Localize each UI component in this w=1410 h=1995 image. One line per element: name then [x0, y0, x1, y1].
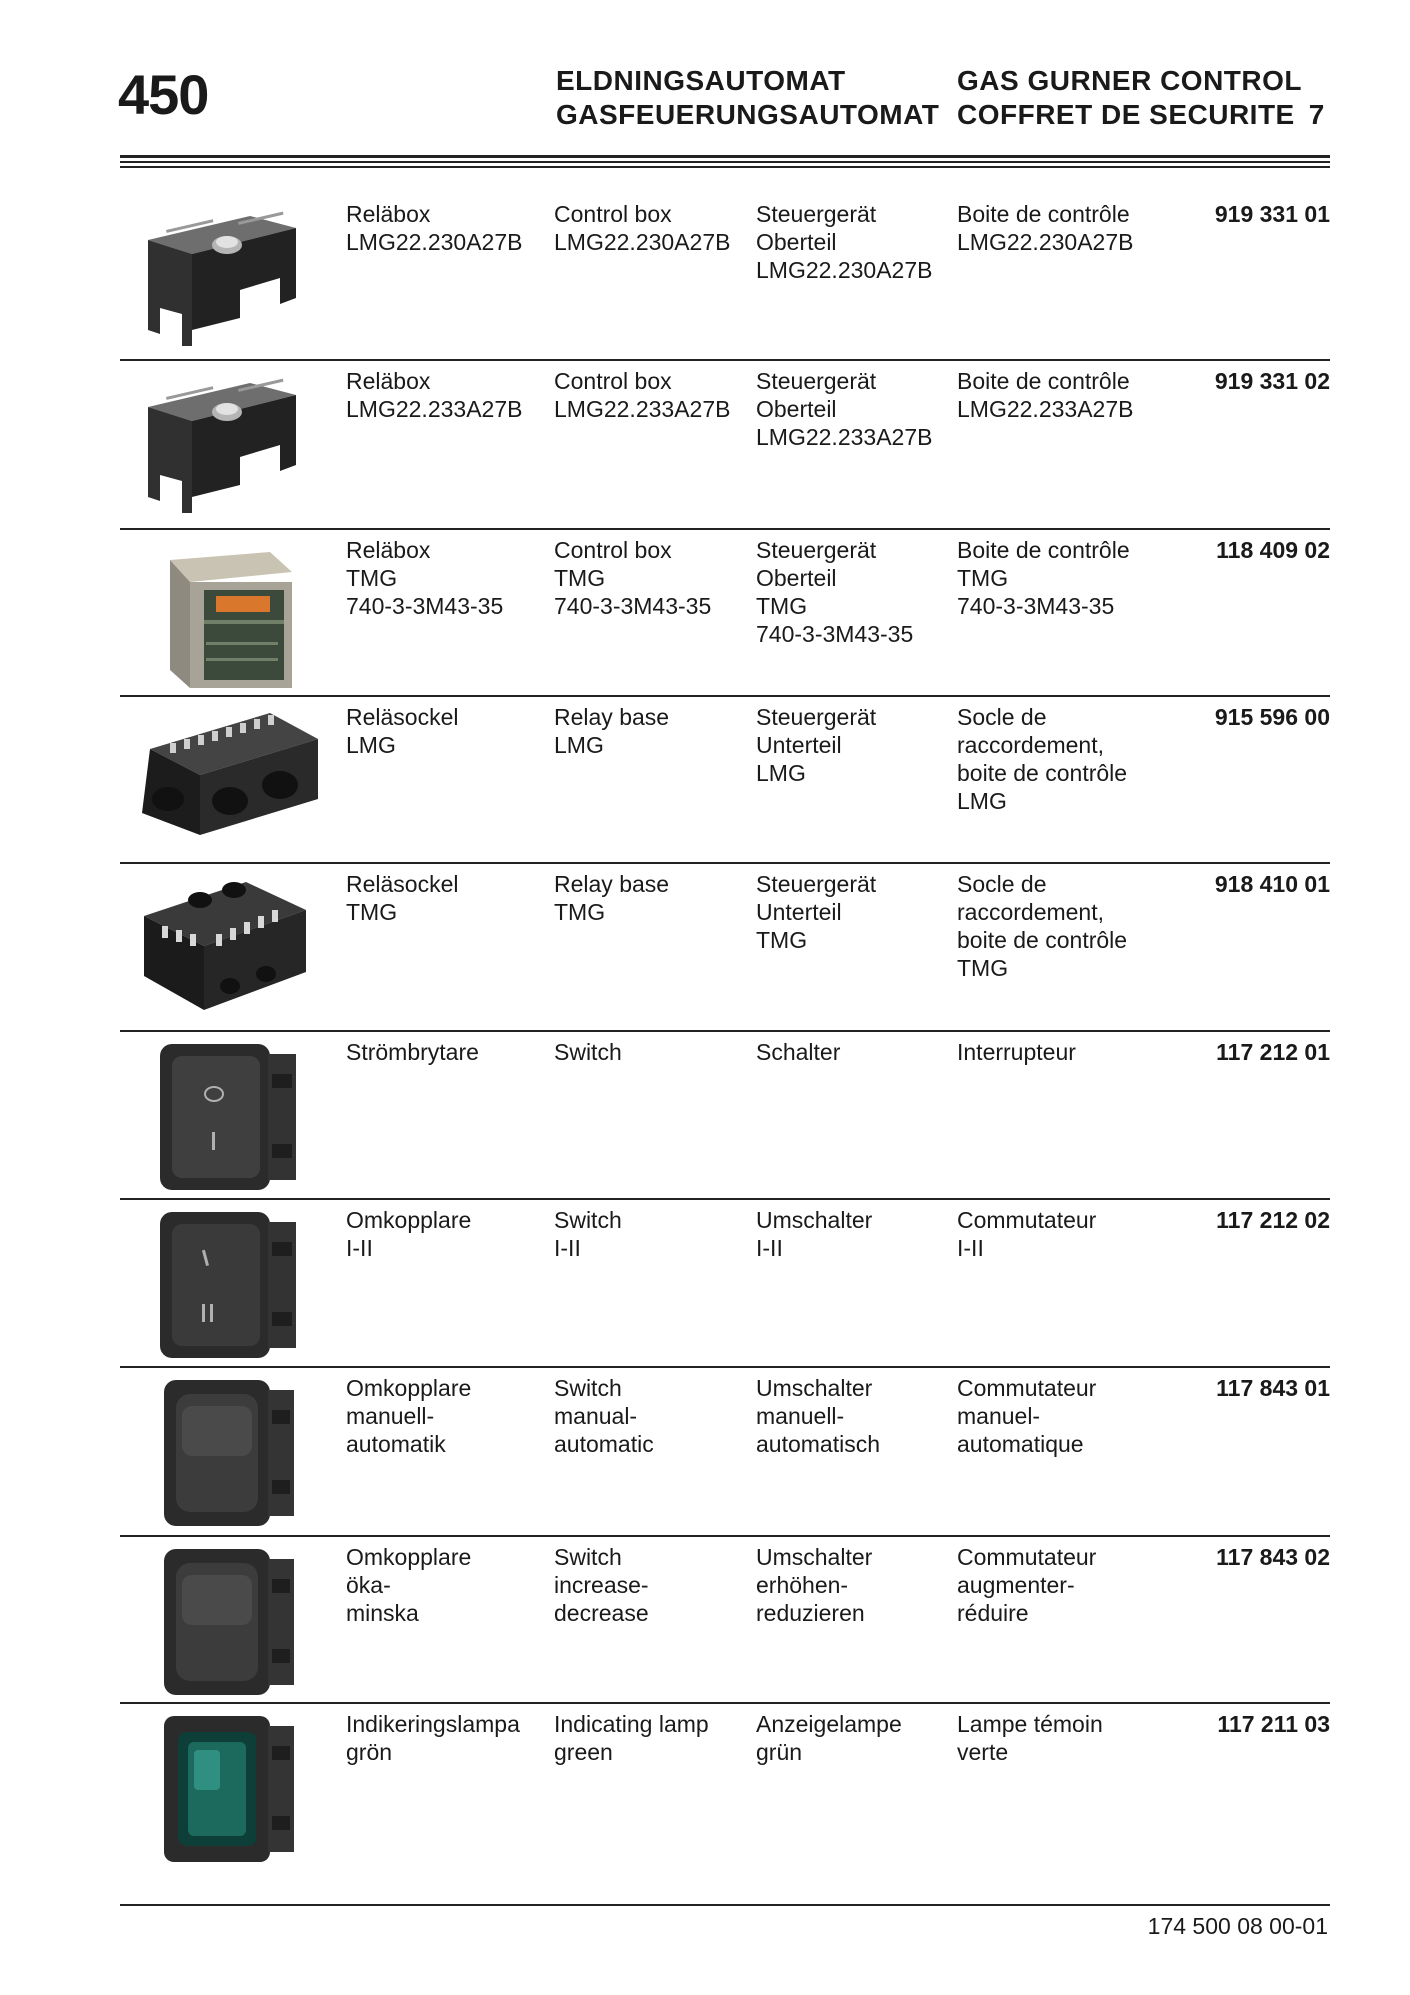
text-fr-line: Commutateur [957, 1375, 1097, 1401]
part-number: 918 410 01 [1214, 871, 1330, 897]
text-de [756, 1038, 840, 1066]
text-de-line: Unterteil [756, 732, 842, 758]
header-title-sv-de [556, 64, 939, 132]
text-fr [957, 200, 1133, 256]
header-title-en-fr [957, 64, 1325, 132]
text-en [554, 536, 711, 620]
text-en-line: Relay base [554, 704, 670, 730]
text-en-line: Control box [554, 537, 672, 563]
text-de-line: Unterteil [756, 899, 842, 925]
text-en-line: Control box [554, 368, 672, 394]
text-sv [346, 200, 522, 256]
text-en-line: increase- [554, 1572, 649, 1598]
header-rule [120, 161, 1330, 163]
text-de [756, 870, 876, 954]
text-de-line: Anzeigelampe [756, 1711, 902, 1737]
part-number: 117 211 03 [1217, 1711, 1330, 1737]
text-de-line: Steuergerät [756, 537, 877, 563]
text-sv [346, 1206, 471, 1262]
text-fr-line: boite de contrôle [957, 927, 1128, 953]
part-number: 118 409 02 [1216, 537, 1330, 563]
header-rule [120, 155, 1330, 158]
row-divider [120, 359, 1330, 361]
text-de-line: LMG22.230A27B [756, 257, 933, 283]
text-fr-line: Commutateur [957, 1544, 1097, 1570]
text-en [554, 703, 669, 759]
text-sv [346, 870, 459, 926]
text-de [756, 1710, 902, 1766]
relay-box-tmg-image [130, 542, 320, 688]
header-title-de: GASFEUERUNGSAUTOMAT [556, 99, 940, 130]
text-sv-line: LMG22.233A27B [346, 396, 523, 422]
text-fr-line: Boite de contrôle [957, 537, 1130, 563]
text-fr-line: réduire [957, 1600, 1029, 1626]
text-fr-line: verte [957, 1739, 1009, 1765]
text-sv-line: manuell- [346, 1403, 435, 1429]
text-en-line: TMG [554, 899, 606, 925]
text-en-line: Relay base [554, 871, 670, 897]
text-fr [957, 1374, 1096, 1458]
text-de-line: Oberteil [756, 565, 837, 591]
text-en-line: TMG [554, 565, 606, 591]
text-fr-line: augmenter- [957, 1572, 1075, 1598]
text-fr-line: LMG22.233A27B [957, 396, 1134, 422]
section-number: 7 [1308, 99, 1325, 130]
text-de-line: Umschalter [756, 1544, 873, 1570]
text-en [554, 1038, 622, 1066]
text-de-line: Oberteil [756, 229, 837, 255]
text-sv-line: minska [346, 1600, 419, 1626]
text-de-line: Steuergerät [756, 704, 877, 730]
text-en [554, 200, 730, 256]
text-fr-line: Boite de contrôle [957, 368, 1130, 394]
part-number: 117 212 02 [1216, 1207, 1330, 1233]
text-sv-line: Reläbox [346, 537, 431, 563]
text-en-line: green [554, 1739, 613, 1765]
text-fr-line: automatique [957, 1431, 1084, 1457]
text-sv-line: LMG [346, 732, 396, 758]
text-sv-line: Omkopplare [346, 1544, 472, 1570]
text-sv [346, 1710, 520, 1766]
text-fr [957, 1206, 1096, 1262]
part-number: 117 843 02 [1216, 1544, 1330, 1570]
text-sv-line: grön [346, 1739, 393, 1765]
row-divider [120, 1535, 1330, 1537]
text-fr-line: Socle de [957, 704, 1047, 730]
text-fr [957, 1543, 1096, 1627]
text-en-line: Switch [554, 1039, 622, 1065]
rocker-switch-plain-image [130, 1549, 320, 1695]
text-sv-line: Reläbox [346, 368, 431, 394]
text-sv [346, 536, 503, 620]
text-en-line: Switch [554, 1544, 622, 1570]
part-number: 915 596 00 [1214, 704, 1330, 730]
text-fr [957, 1710, 1103, 1766]
document-code: 174 500 08 00-01 [1147, 1913, 1328, 1939]
text-fr-line: TMG [957, 955, 1009, 981]
text-sv [346, 367, 522, 423]
text-de-line: Oberteil [756, 396, 837, 422]
text-sv-line: TMG [346, 899, 398, 925]
relay-base-tmg-image [130, 876, 320, 1022]
text-fr-line: manuel- [957, 1403, 1041, 1429]
text-de-line: Steuergerät [756, 871, 877, 897]
row-divider [120, 1366, 1330, 1368]
text-de [756, 536, 913, 648]
text-de-line: LMG [756, 760, 806, 786]
text-sv-line: LMG22.230A27B [346, 229, 523, 255]
text-fr-line: TMG [957, 565, 1009, 591]
row-divider [120, 695, 1330, 697]
row-divider [120, 1198, 1330, 1200]
header-title-sv: ELDNINGSAUTOMAT [556, 65, 846, 96]
text-fr [957, 1038, 1076, 1066]
text-de-line: reduzieren [756, 1600, 865, 1626]
text-fr [957, 870, 1127, 982]
text-sv-line: automatik [346, 1431, 446, 1457]
text-sv [346, 1374, 471, 1458]
text-de-line: LMG22.233A27B [756, 424, 933, 450]
relay-box-lmg-image [130, 373, 320, 519]
text-sv-line: Reläbox [346, 201, 431, 227]
header-title-fr-text: COFFRET DE SECURITE [957, 99, 1295, 130]
part-number: 117 843 01 [1216, 1375, 1330, 1401]
text-en-line: Switch [554, 1375, 622, 1401]
text-sv-line: Reläsockel [346, 704, 459, 730]
text-de-line: Schalter [756, 1039, 841, 1065]
text-fr [957, 536, 1130, 620]
text-de [756, 200, 932, 284]
row-divider [120, 1702, 1330, 1704]
footer-rule [120, 1904, 1330, 1906]
rocker-switch-o-i-image [130, 1044, 320, 1190]
text-en-line: automatic [554, 1431, 654, 1457]
text-en-line: manual- [554, 1403, 638, 1429]
relay-base-lmg-image [130, 709, 320, 855]
text-en-line: I-II [554, 1235, 581, 1261]
text-fr-line: Lampe témoin [957, 1711, 1103, 1737]
text-fr [957, 703, 1127, 815]
relay-box-lmg-image [130, 206, 320, 352]
text-sv-line: Strömbrytare [346, 1039, 479, 1065]
text-de [756, 1543, 872, 1627]
text-sv-line: Omkopplare [346, 1207, 472, 1233]
text-fr-line: raccordement, [957, 899, 1105, 925]
text-fr-line: raccordement, [957, 732, 1105, 758]
text-fr-line: LMG [957, 788, 1007, 814]
part-number: 919 331 01 [1214, 201, 1330, 227]
text-de-line: manuell- [756, 1403, 845, 1429]
text-en [554, 870, 669, 926]
text-sv-line: TMG [346, 565, 398, 591]
text-fr-line: 740-3-3M43-35 [957, 593, 1115, 619]
text-de-line: grün [756, 1739, 803, 1765]
rocker-switch-i-ii-image [130, 1212, 320, 1358]
page-number: 450 [118, 63, 209, 126]
text-sv [346, 1543, 471, 1627]
text-de-line: erhöhen- [756, 1572, 849, 1598]
text-en [554, 1710, 709, 1766]
header-rule [120, 166, 1330, 168]
text-de-line: 740-3-3M43-35 [756, 621, 914, 647]
text-fr-line: Socle de [957, 871, 1047, 897]
text-de-line: automatisch [756, 1431, 881, 1457]
text-fr-line: Boite de contrôle [957, 201, 1130, 227]
text-en-line: LMG22.233A27B [554, 396, 731, 422]
text-en-line: LMG [554, 732, 604, 758]
indicator-lamp-green-image [130, 1716, 320, 1862]
row-divider [120, 862, 1330, 864]
text-sv-line: Indikeringslampa [346, 1711, 520, 1737]
text-fr-line: LMG22.230A27B [957, 229, 1134, 255]
text-sv-line: Reläsockel [346, 871, 459, 897]
rocker-switch-plain-image [130, 1380, 320, 1526]
header-title-en: GAS GURNER CONTROL [957, 65, 1302, 96]
text-de [756, 703, 876, 787]
text-en-line: 740-3-3M43-35 [554, 593, 712, 619]
header-title-fr [957, 98, 1325, 132]
text-sv-line: 740-3-3M43-35 [346, 593, 504, 619]
text-de-line: Steuergerät [756, 368, 877, 394]
part-number: 117 212 01 [1216, 1039, 1330, 1065]
text-en [554, 1543, 649, 1627]
text-fr [957, 367, 1133, 423]
text-de-line: TMG [756, 927, 808, 953]
text-fr-line: I-II [957, 1235, 984, 1261]
text-de [756, 1206, 872, 1262]
text-de [756, 367, 932, 451]
text-sv-line: öka- [346, 1572, 391, 1598]
text-sv [346, 703, 459, 759]
text-en-line: LMG22.230A27B [554, 229, 731, 255]
text-en [554, 1374, 654, 1458]
text-de [756, 1374, 880, 1458]
part-number: 919 331 02 [1214, 368, 1330, 394]
text-fr-line: Interrupteur [957, 1039, 1076, 1065]
text-de-line: Umschalter [756, 1375, 873, 1401]
row-divider [120, 1030, 1330, 1032]
text-sv-line: I-II [346, 1235, 373, 1261]
text-fr-line: Commutateur [957, 1207, 1097, 1233]
text-en-line: Switch [554, 1207, 622, 1233]
text-de-line: Umschalter [756, 1207, 873, 1233]
text-fr-line: boite de contrôle [957, 760, 1128, 786]
text-sv [346, 1038, 479, 1066]
text-de-line: Steuergerät [756, 201, 877, 227]
text-de-line: TMG [756, 593, 808, 619]
text-sv-line: Omkopplare [346, 1375, 472, 1401]
text-en-line: decrease [554, 1600, 649, 1626]
row-divider [120, 528, 1330, 530]
text-en-line: Control box [554, 201, 672, 227]
text-en [554, 1206, 622, 1262]
text-en [554, 367, 730, 423]
text-de-line: I-II [756, 1235, 783, 1261]
text-en-line: Indicating lamp [554, 1711, 709, 1737]
